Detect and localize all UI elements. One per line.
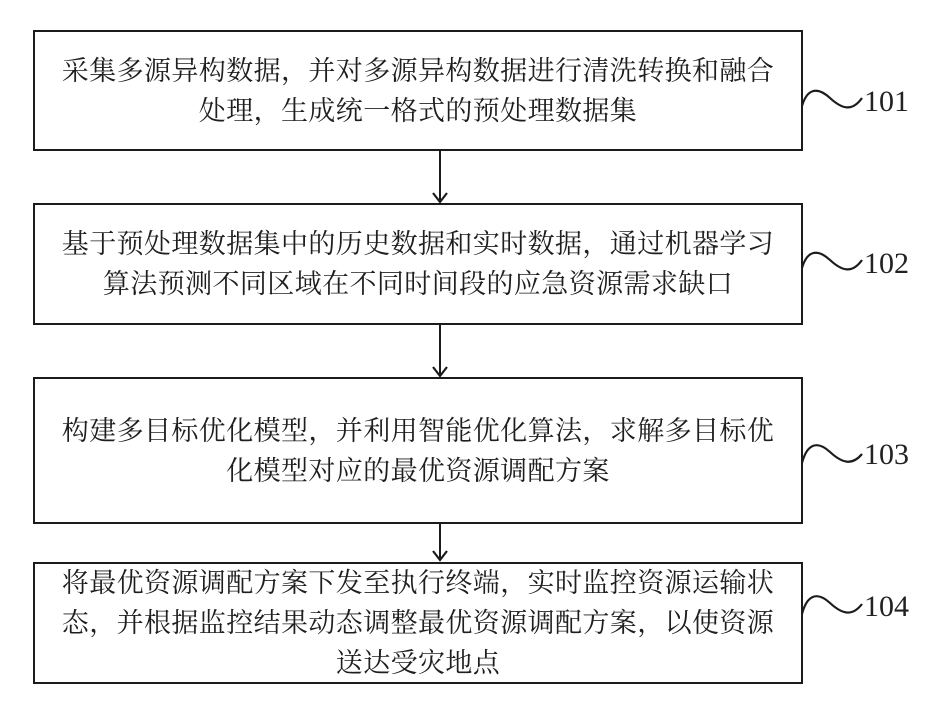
squiggle-connector-icon — [801, 438, 863, 472]
flow-step-box-103 — [33, 377, 803, 524]
flow-step-text-102: 基于预处理数据集中的历史数据和实时数据，通过机器学习 算法预测不同区域在不同时间段的应急资源需求缺口 — [61, 229, 775, 299]
squiggle-connector-icon — [801, 85, 863, 119]
down-arrow-icon — [430, 325, 450, 378]
down-arrow-icon — [430, 151, 450, 204]
flow-step-box-102 — [33, 203, 803, 325]
reference-number: 104 — [864, 590, 909, 623]
flow-step-text-103: 构建多目标优化模型，并利用智能优化算法，求解多目标优 化模型对应的最优资源调配方案 — [61, 415, 775, 486]
squiggle-connector-icon — [801, 590, 863, 624]
flow-step-box-104 — [33, 562, 803, 684]
reference-number: 102 — [864, 247, 909, 280]
reference-number: 103 — [864, 438, 909, 471]
flow-step-text-101: 采集多源异构数据，并对多源异构数据进行清洗转换和融合 处理，生成统一格式的预处理数据集 — [61, 55, 775, 126]
reference-label-101 — [801, 83, 909, 121]
flow-step-box-101 — [33, 30, 803, 151]
reference-number: 101 — [864, 85, 909, 118]
down-arrow-icon — [430, 524, 450, 562]
reference-label-104 — [801, 588, 909, 626]
reference-label-102 — [801, 245, 909, 283]
reference-label-103 — [801, 436, 909, 474]
squiggle-connector-icon — [801, 247, 863, 281]
flow-step-text-104: 将最优资源调配方案下发至执行终端，实时监控资源运输状 态，并根据监控结果动态调整最优资源调配方案，以使资源 送达受灾地点 — [61, 568, 775, 678]
